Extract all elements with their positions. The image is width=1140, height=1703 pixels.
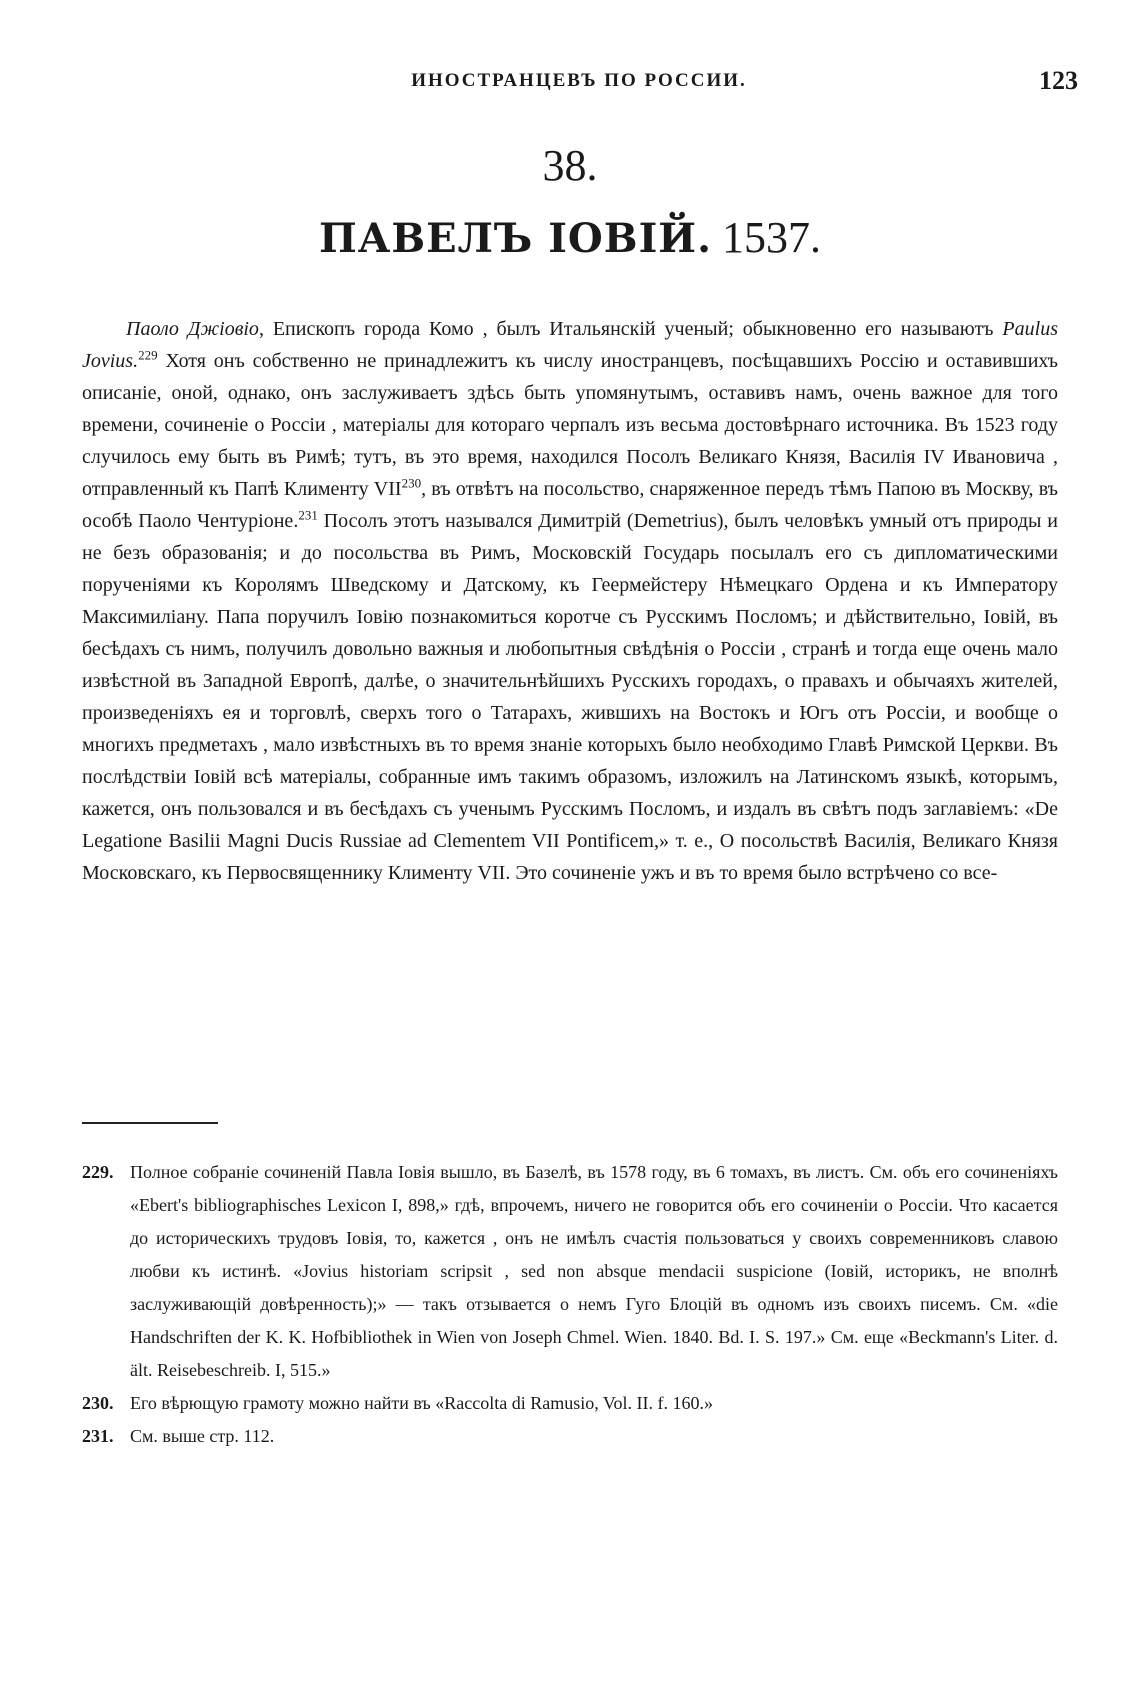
section-title-name: ПАВЕЛЪ ІОВІЙ.	[319, 215, 712, 262]
footnotes	[82, 1156, 1058, 1453]
footnote-text: Полное собраніе сочиненій Павла Іовія вышло, въ Базелѣ, въ 1578 году, въ 6 томахъ, въ листъ. См. объ его сочиненіяхъ «Ebert's bibliographisches Lexicon I, 898,» гдѣ, впрочемъ, ничего не говорится объ его сочиненіи о Россіи. Что касается до историческихъ трудовъ Іовія, то, кажется , онъ не имѣлъ счастія пользоваться у своихъ современниковъ славою любви къ истинѣ. «Jovius historiam scripsit , sed non absque mendacii suspicione (Іовій, историкъ, не вполнѣ заслуживающій довѣренность);» — такъ отзывается о немъ Гуго Блоцій въ одномъ изъ своихъ писемъ. См. «die Handschriften der K. K. Hofbibliothek in Wien von Joseph Chmel. Wien. 1840. Bd. I. S. 197.» См. еще «Beckmann's Liter. d. ält. Reisebeschreib. I, 515.»	[130, 1162, 1058, 1380]
footnote-text: Его вѣрющую грамоту можно найти въ «Raccolta di Ramusio, Vol. II. f. 160.»	[130, 1393, 714, 1413]
footnote-text: См. выше стр. 112.	[130, 1426, 275, 1446]
running-head	[80, 62, 1078, 102]
section-number: 38.	[542, 141, 598, 190]
footnote-number: 231.	[82, 1426, 114, 1446]
body-text-b: Хотя онъ собственно не принадлежитъ къ числу иностранцевъ, посѣщавшихъ Россію и оставившихъ описаніе, оной, однако, онъ заслуживаетъ здѣсь быть упомянутымъ, оставивъ намъ, очень важное для того времени, сочиненіе о Россіи , матеріалы для котораго черпалъ изъ весьма достовѣрнаго источника. Въ 1523 году случилось ему быть въ Римѣ; тутъ, въ это время, находился Посолъ Великаго Князя, Василія IV Ивановича , отправленный къ Папѣ Клименту VII	[82, 350, 1058, 500]
body-paragraph	[82, 313, 1058, 889]
footnote-ref-231: 231	[298, 507, 318, 523]
footnote-number: 229.	[82, 1162, 114, 1182]
footnote-divider	[82, 1122, 218, 1124]
footnote-number: 230.	[82, 1393, 114, 1413]
footnote-ref-230: 230	[401, 475, 422, 491]
body-text-d: Посолъ этотъ назывался Димитрій (Demetrius), былъ человѣкъ умный отъ природы и не безъ образованія; и до посольства въ Римъ, Московскій Государь посылалъ его съ дипломатическими порученіями къ Королямъ Шведскому и Датскому, къ Геермейстеру Нѣмецкаго Ордена и къ Императору Максимиліану. Папа поручилъ Іовію познакомиться коротче съ Русскимъ Посломъ; и дѣйствительно, Іовій, въ бесѣдахъ съ нимъ, получилъ довольно важныя и любопытныя свѣдѣнія о Россіи , странѣ и тогда еще очень мало извѣстной въ Западной Европѣ, далѣе, о значительнѣйшихъ Русскихъ городахъ, о правахъ и обычаяхъ жителей, произведеніяхъ ея и торговлѣ, сверхъ того о Татарахъ, жившихъ на Востокъ и Югъ отъ Россіи, и вообще о многихъ предметахъ , мало извѣстныхъ въ то время знаніе которыхъ было необходимо Главѣ Римской Церкви. Въ послѣдствіи Іовій всѣ матеріалы, собранные имъ такимъ образомъ, изложилъ на Латинскомъ языкѣ, которымъ, кажется, онъ пользовался и въ бесѣдахъ съ ученымъ Русскимъ Посломъ, и издалъ въ свѣтъ подъ заглавіемъ: «De Legatione Basilii Magni Ducis Russiae ad Clementem VII Pontificem,» т. е., О посольствѣ Василія, Великаго Князя Московскаго, къ Первосвященнику Клименту VII. Это сочиненіе ужъ и въ то время было встрѣчено со все-	[82, 510, 1059, 884]
page-number: 123	[1039, 66, 1078, 95]
author-name-italic: Паоло Джіовіо	[126, 318, 259, 340]
section-title-year: 1537.	[722, 213, 821, 262]
footnote-231	[82, 1420, 1058, 1453]
body-text-c: , въ отвѣтъ на посольство, снаряженное передъ тѣмъ Папою въ Москву, въ особѣ Паоло Чентуріоне.	[82, 478, 1058, 532]
footnote-229	[82, 1156, 1058, 1387]
running-title: ИНОСТРАНЦЕВЪ ПО РОССИИ.	[411, 70, 747, 91]
latin-name-italic: Paulus Jovius.	[82, 318, 1058, 372]
body-text-a: , Епископъ города Комо , былъ Итальянскій ученый; обыкновенно его называютъ	[258, 318, 1003, 340]
footnote-ref-229: 229	[138, 347, 158, 363]
section-heading	[0, 212, 1140, 263]
footnote-230	[82, 1387, 1058, 1420]
